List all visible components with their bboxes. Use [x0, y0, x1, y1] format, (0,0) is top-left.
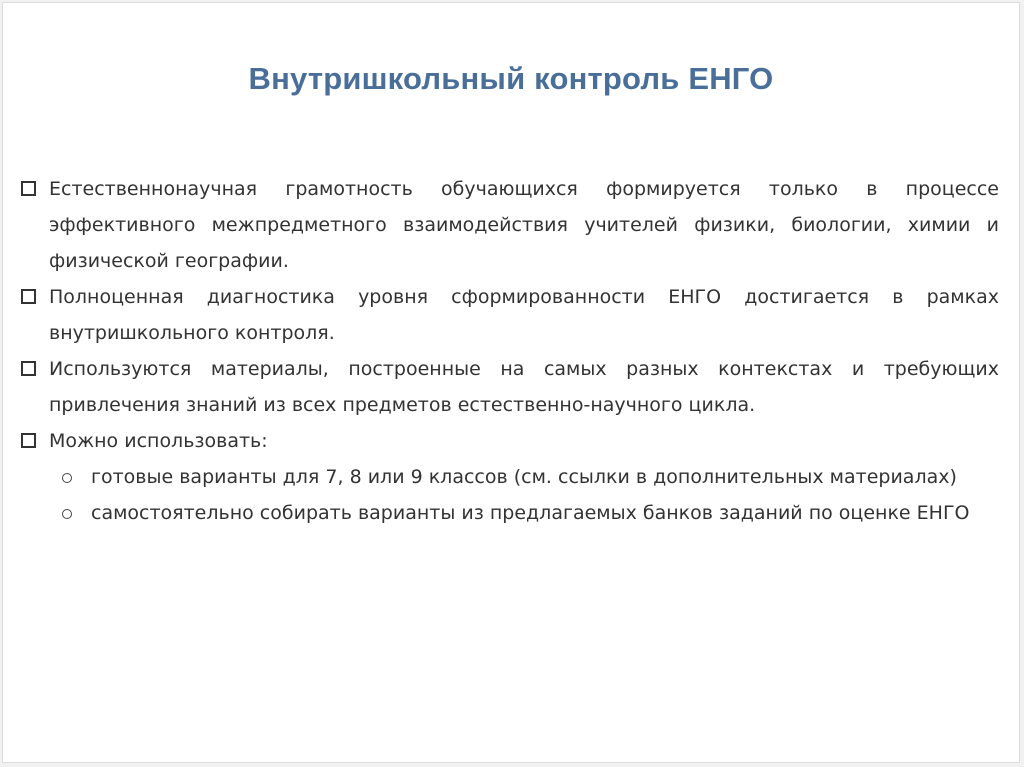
list-item-text: Естественнонаучная грамотность обучающихся формируется только в процессе эффективного межпредметного взаимодействия учителей физики, биологии, химии и физической географии.	[49, 178, 999, 272]
list-item	[19, 171, 999, 279]
list-item	[19, 351, 999, 423]
list-item-text: Используются материалы, построенные на самых разных контекстах и требующих привлечения знаний из всех предметов естественно-научного цикла.	[49, 358, 999, 416]
sub-list-item	[19, 495, 999, 531]
list-item-text: Можно использовать:	[49, 430, 268, 452]
circle-bullet-icon	[62, 473, 72, 483]
checkbox-bullet-icon	[21, 289, 36, 304]
sub-list-item-text: готовые варианты для 7, 8 или 9 классов (см. ссылки в дополнительных материалах)	[91, 466, 957, 488]
list-item	[19, 279, 999, 351]
slide-title: Внутришкольный контроль ЕНГО	[248, 61, 774, 96]
circle-bullet-icon	[62, 509, 72, 519]
checkbox-bullet-icon	[21, 181, 36, 196]
list-item-text: Полноценная диагностика уровня сформированности ЕНГО достигается в рамках внутришкольного контроля.	[49, 286, 999, 344]
sub-list-item-text: самостоятельно собирать варианты из предлагаемых банков заданий по оценке ЕНГО	[91, 502, 970, 524]
sub-list-item	[19, 459, 999, 495]
slide	[2, 2, 1020, 763]
checkbox-bullet-icon	[21, 433, 36, 448]
list-item	[19, 423, 999, 459]
checkbox-bullet-icon	[21, 361, 36, 376]
bullet-list	[19, 171, 999, 531]
